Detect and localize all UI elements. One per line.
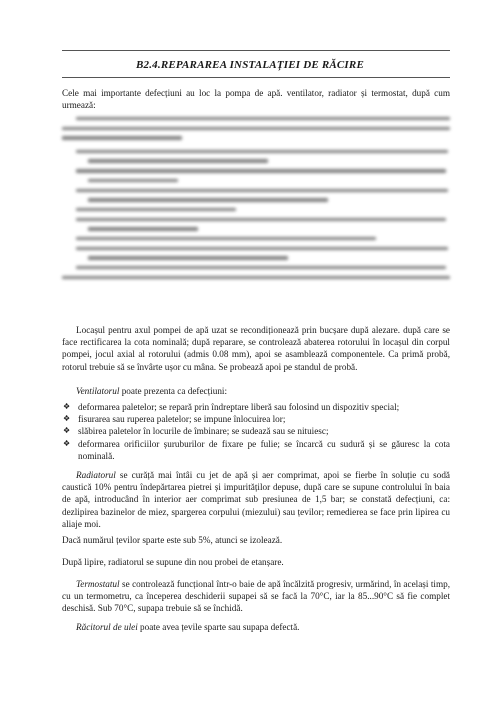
radiator-paragraph: [62, 469, 450, 530]
section-title: B2.4.REPARAREA INSTALAȚIEI DE RĂCIRE: [136, 59, 364, 71]
fan-term: Ventilatorul: [76, 386, 120, 396]
radiator-text: se curăță mai întâi cu jet de apă și aer comprimat, apoi se fierbe în soluție cu sodă caustică 10% pentru îndepărtarea pietrei și impurităților depuse, după care se supune controlului în baia de apă, introducând în interior aer comprimat sub presiunea de 1,5 bar; se constată defecțiuni, ca: dezlipirea bazinelor de miez, spargerea corpului (miezului) sau țevilor; remedierea se face prin lipirea cu aliaje moi.: [62, 470, 450, 529]
tubes-note: Dacă numărul țevilor sparte este sub 5%, atunci se izolează.: [62, 535, 283, 545]
pump-repair-paragraph: Locașul pentru axul pompei de apă uzat se recondiționează prin bucșare după alezare. după care se face rectificarea la cota nominală; după reparare, se controlează abaterea rotorului în locașul din corpul pompei, jocul axial al rotorului (admis 0.08 mm), apoi se asamblează componentele. Ca primă probă, rotorul trebuie să se învârte ușor cu mâna. Se probează apoi pe standul de probă.: [62, 325, 450, 372]
bullet-icon: ❖: [63, 402, 71, 411]
oil-cooler-paragraph: [62, 621, 450, 633]
thermostat-paragraph: [62, 578, 450, 615]
bullet-icon: ❖: [63, 414, 71, 424]
bullet-icon: ❖: [63, 438, 71, 448]
fan-defects-list: [62, 401, 450, 462]
list-item: ❖ deformarea paletelor; se repară prin îndreptare liberă sau folosind un dispozitiv special;: [63, 402, 400, 412]
header-rule: [62, 50, 450, 51]
fan-intro-text: poate prezenta ca defecțiuni:: [119, 386, 228, 396]
oil-cooler-term: Răcitorul de ulei: [76, 622, 138, 632]
bullet-icon: ❖: [63, 426, 71, 436]
list-item: ❖ deformarea orificiilor șuruburilor de fixare pe fulie; se încarcă cu sudură și se găuresc la cota nominală.: [63, 438, 450, 461]
list-item: ❖ fisurarea sau ruperea paletelor; se impune înlocuirea lor;: [63, 414, 286, 425]
list-item: ❖ slăbirea paletelor în locurile de îmbinare; se sudează sau se nituiesc;: [63, 426, 329, 437]
illegible-blurred-text: [62, 117, 450, 285]
title-underline: [62, 77, 450, 78]
thermostat-term: Termostatul: [76, 579, 120, 589]
soldering-note: După lipire, radiatorul se supune din nou probei de etanșare.: [62, 557, 284, 567]
fan-intro: [62, 385, 450, 397]
thermostat-text: se controlează funcțional într-o baie de apă încălzită progresiv, urmărind, în același timp, cu un termometru, ca începerea deschiderii supapei să se facă la 70°C, iar la 85...90°C să fie complet deschisă. Sub 70°C, supapa trebuie să se închidă.: [62, 579, 450, 614]
intro-paragraph: Cele mai importante defecțiuni au loc la pompa de apă. ventilator, radiator și termostat, după cum urmează:: [62, 88, 450, 111]
oil-cooler-text: poate avea țevile sparte sau supapa defectă.: [137, 622, 300, 632]
radiator-term: Radiatorul: [76, 470, 116, 480]
